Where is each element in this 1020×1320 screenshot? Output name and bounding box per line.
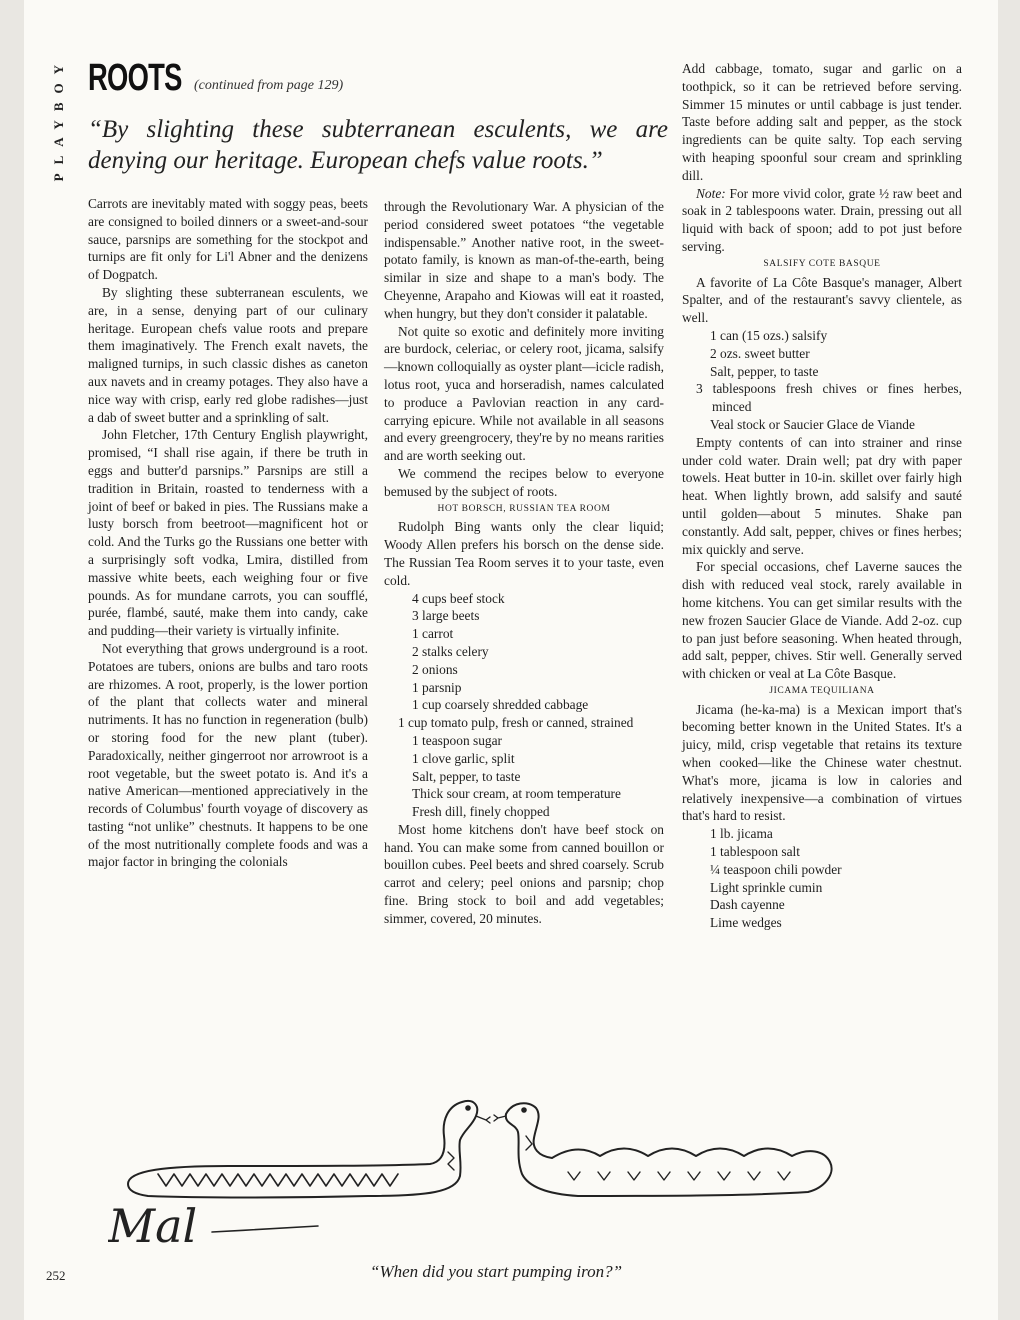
ingredient: 4 cups beef stock [412,590,505,606]
ingredient: 2 onions [412,661,458,677]
recipe-intro: Jicama (he-ka-ma) is a Mexican import that's becoming better known in the United States. It's a juicy, mild, crisp vegetable that retains its texture when cooked—like the Chinese water chestnut. What's more, jicama is low in calories and relatively inexpensive—a combination of virtues that's hard to resist. [682,701,962,824]
paragraph: through the Revolutionary War. A physician of the period considered sweet potatoes “the vegetable indispensable.” Another native root, in the sweet-potato family, is known as man-of-the-earth, being similar in size and shape to a man's body. The Cheyenne, Arapaho and Kiowas will eat it roasted, when hungry, but they don't consider it palatable. [384,199,664,321]
page-number: 252 [46,1268,66,1283]
recipe-intro: A favorite of La Côte Basque's manager, Albert Spalter, and of the restaurant's savvy clientele, as well. [682,274,962,326]
recipe-title-salsify: SALSIFY COTE BASQUE [763,258,881,269]
ingredient: 1 tablespoon salt [710,844,801,860]
recipe-method: Empty contents of can into strainer and rinse under cold water. Drain well; pat dry with paper towels. Heat butter in 10-in. skillet over fairly high heat. When lightly brown, add salsify and sauté until golden—about 5 minutes. Shake pan constantly. Add salt, pepper, chives or fines herbes; mix quickly and serve. [682,434,962,557]
ingredient: 1 lb. jicama [710,826,773,842]
ingredient: Salt, pepper, to taste [710,363,819,379]
ingredient: ¼ teaspoon chili powder [710,861,842,877]
paragraph: Not everything that grows underground is a root. Potatoes are tubers, onions are bulbs and taro roots are rhizomes. A root, properly, is the lower portion of the plant that collects water and mineral nutriments. It has no function in regeneration (bulb) or storing food for the new plant (tuber). Paradoxically, neither gingerroot nor arrowroot is a root vegetable, but the sweet potato is. And it's a native American—mentioned appreciatively in the records of Columbus' fourth voyage of discovery as tasting “not unlike” chestnuts. It happens to be one of the most nutritionally complete foods and was a major factor in bringing the colonials [88,640,368,870]
ingredient: 1 teaspoon sugar [412,732,502,748]
ingredient: Thick sour cream, at room temperature [412,786,621,802]
recipe-note [682,185,962,256]
ingredient: Fresh dill, finely chopped [412,804,550,820]
article-title: ROOTS [88,57,182,99]
ingredient: 1 cup tomato pulp, fresh or canned, strained [398,715,634,731]
ingredient: 1 can (15 ozs.) salsify [710,327,828,343]
ingredient: 1 carrot [412,626,454,642]
ingredient: 1 clove garlic, split [412,750,515,766]
note-label: Note: [696,185,726,201]
column-2 [384,198,664,928]
ingredient: Dash cayenne [710,897,785,913]
recipe-title-borsch: HOT BORSCH, RUSSIAN TEA ROOM [437,503,611,514]
pull-quote: “By slighting these subterranean esculents, we are denying our heritage. European chefs value roots.” [88,116,668,174]
cartoon-caption: “When did you start pumping iron?” [370,1262,623,1281]
right-snake [494,1103,832,1196]
article-header [88,58,668,103]
ingredient: 1 cup coarsely shredded cabbage [412,697,589,713]
cartoonist-signature: Mal [108,1199,198,1253]
signature-flourish [212,1226,318,1232]
note-text: For more vivid color, grate ½ raw beet and soak in 2 tablespoons water. Drain, pressing out all liquid with back of spoon; add to pot just before serving. [682,185,962,254]
column-3 [682,60,962,932]
ingredient: 2 stalks celery [412,643,489,659]
ingredient: Veal stock or Saucier Glace de Viande [710,416,915,432]
ingredient: Light sprinkle cumin [710,879,823,895]
magazine-name: PLAYBOY [51,56,66,182]
snake-cartoon [108,1092,918,1264]
paragraph: Carrots are inevitably mated with soggy peas, beets are consigned to boiled dinners or a sweet-and-sour sauce, parsnips are something for the stockpot and turnips are fit only for Li'l Abner and the denizens of Dogpatch. [88,196,368,283]
ingredient: 1 parsnip [412,679,462,695]
paragraph: Add cabbage, tomato, sugar and garlic on a toothpick, so it can be retrieved before serving. Simmer 15 minutes or until cabbage is just tender. Taste before adding salt and pepper, as the stock ingredients can be quite salty. Top each serving with heaping spoonful sour cream and sprinkling dill. [682,61,962,183]
recipe-method: Most home kitchens don't have beef stock on hand. You can make some from canned bouillon or bouillon cubes. Peel beets and shred coarsely. Scrub carrot and celery; peel onions and parsnip; chop fine. Bring stock to boil and add vegetables; simmer, covered, 20 minutes. [384,821,664,926]
paragraph: By slighting these subterranean esculents, we are, in a sense, denying part of our culinary heritage. European chefs value roots and prepare them imaginatively. The French exalt navets, the maligned turnips, in such classic dishes as caneton aux navets and in creamy potages. They also have a nice way with crisp, early red globe radishes—just a dab of sweet butter and a sprinkling of salt. [88,284,368,425]
recipe-title-jicama: JICAMA TEQUILIANA [769,685,875,696]
ingredient: Salt, pepper, to taste [412,768,521,784]
recipe-method: For special occasions, chef Laverne sauces the dish with reduced veal stock, rarely available in home kitchens. You can get similar results with the new frozen Saucier Glace de Viande. Add 2-oz. cup to pan just before seasoning. When heated through, add salt, pepper, chives. Stir well. Generally served with chicken or veal at La Côte Basque. [682,559,962,682]
ingredient: 3 large beets [412,608,480,624]
paragraph: Not quite so exotic and definitely more inviting are burdock, celeriac, or celery root, jicama, salsify—known colloquially as oyster plant—icicle radish, lotus root, yuca and horseradish, names calculated to produce a Pavlovian reaction in any card-carrying epicure. While not available in all seasons and every greengrocery, they're by no means rarities and are worth seeking out. [384,323,664,464]
column-1 [88,195,368,871]
paragraph: We commend the recipes below to everyone bemused by the subject of roots. [384,465,664,499]
ingredient: 3 tablespoons fresh chives or fines herbes, minced [696,381,962,415]
continued-note: (continued from page 129) [194,78,344,93]
recipe-intro: Rudolph Bing wants only the clear liquid; Woody Allen prefers his borsch on the dense side. The Russian Tea Room serves it to your taste, even cold. [384,519,664,588]
ingredient: 2 ozs. sweet butter [710,345,810,361]
left-snake [128,1101,490,1198]
ingredient: Lime wedges [710,915,782,931]
paragraph: John Fletcher, 17th Century English playwright, promised, “I shall rise again, if there be truth in eggs and butter'd parsnips.” Parsnips are still a tradition in Britain, roasted to tenderness with a joint of beef or baked in pies. The Russians make a lusty borsch from beetroot—magnificent hot or cold. And the Turks go the Russians one better with a surprisingly soft vodka, Lmira, distilled from massive white beets, each weighing four or five pounds. As for mundane carrots, you can soufflé, purée, flambé, sauté, make them into candy, cake and pudding—their variety is virtually infinite. [88,427,368,639]
